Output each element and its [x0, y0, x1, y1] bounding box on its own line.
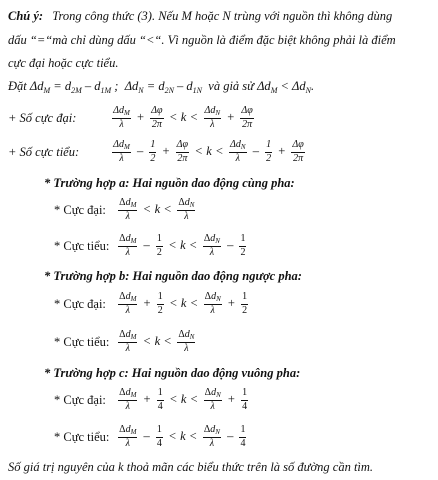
case-c-min-row: * Cực tiểu: $\frac{\Delta d_M}{\lambda}$ – $\frac{1}{4}$ < k < $\frac{\Delta d_N}{\lambda}$ – $\frac{1}{4}$ [54, 424, 246, 450]
case-b-max-row: * Cực đại: $\frac{\Delta d_M}{\lambda}$ + $\frac{1}{2}$ < k < $\frac{\Delta d_N}{\lambda}$ + $\frac{1}{2}$ [54, 291, 248, 317]
general-max-label: + Số cực đại: [8, 111, 77, 126]
definition-line: Đặt $\Delta d_M = d_{2M} - d_{1M}$ ; $\Delta d_N = d_{2N} - d_{1N}$ và giả sử $\Delta d_M < \Delta d_N$. [8, 79, 315, 95]
note-text-1: Trong công thức (3). Nếu M hoặc N trùng với nguồn thì không dùng [52, 9, 393, 23]
general-min-row: + Số cực tiểu: $\frac{\Delta d_M}{\lambda}$ – $\frac{1}{2}$ + $\frac{\Delta\varphi}{2\pi}$ < k < $\frac{\Delta d_N}{\lambda}$ – $\frac{1}{2}$ + $\frac{\Delta\varphi}{2\pi}$ [8, 139, 304, 165]
case-a-max-row: * Cực đại: $\frac{\Delta d_M}{\lambda}$ < k < $\frac{\Delta d_N}{\lambda}$ [54, 197, 195, 223]
case-b-min-label: * Cực tiểu: [54, 335, 110, 350]
case-c-title: * Trường hợp c: Hai nguồn dao động vuông pha: [44, 366, 301, 380]
definition-suffix: và giả sử [208, 79, 254, 93]
note-line-2: dấu “=“mà chỉ dùng dấu “<“. Vì nguồn là điểm đặc biệt không phải là điểm [8, 33, 396, 47]
note-label: Chú ý: [8, 9, 44, 23]
case-b-title: * Trường hợp b: Hai nguồn dao động ngược pha: [44, 269, 302, 283]
case-a-min-row: * Cực tiểu: $\frac{\Delta d_M}{\lambda}$ – $\frac{1}{2}$ < k < $\frac{\Delta d_N}{\lambda}$ – $\frac{1}{2}$ [54, 233, 246, 259]
case-a-min-label: * Cực tiểu: [54, 239, 110, 254]
conclusion-text: Số giá trị nguyên của k thoả mãn các biểu thức trên là số đường cần tìm. [8, 460, 374, 474]
case-b-min-row: * Cực tiểu: $\frac{\Delta d_M}{\lambda}$ < k < $\frac{\Delta d_N}{\lambda}$ [54, 329, 195, 355]
general-max-row: + Số cực đại: $\frac{\Delta d_M}{\lambda}$ + $\frac{\Delta\varphi}{2\pi}$ < k < $\frac{\Delta d_N}{\lambda}$ + $\frac{\Delta\varphi}{2\pi}$ [8, 105, 253, 131]
case-c-min-label: * Cực tiểu: [54, 430, 110, 445]
case-c-max-label: * Cực đại: [54, 393, 106, 408]
case-a-max-label: * Cực đại: [54, 203, 106, 218]
note-line-1 [8, 10, 392, 23]
general-min-label: + Số cực tiểu: [8, 145, 80, 160]
definition-prefix: Đặt [8, 79, 27, 93]
case-b-max-label: * Cực đại: [54, 297, 106, 312]
case-c-max-row: * Cực đại: $\frac{\Delta d_M}{\lambda}$ + $\frac{1}{4}$ < k < $\frac{\Delta d_N}{\lambda}$ + $\frac{1}{4}$ [54, 387, 248, 413]
case-a-title: * Trường hợp a: Hai nguồn dao động cùng pha: [44, 176, 295, 190]
note-line-3: cực đại hoặc cực tiểu. [8, 56, 119, 70]
